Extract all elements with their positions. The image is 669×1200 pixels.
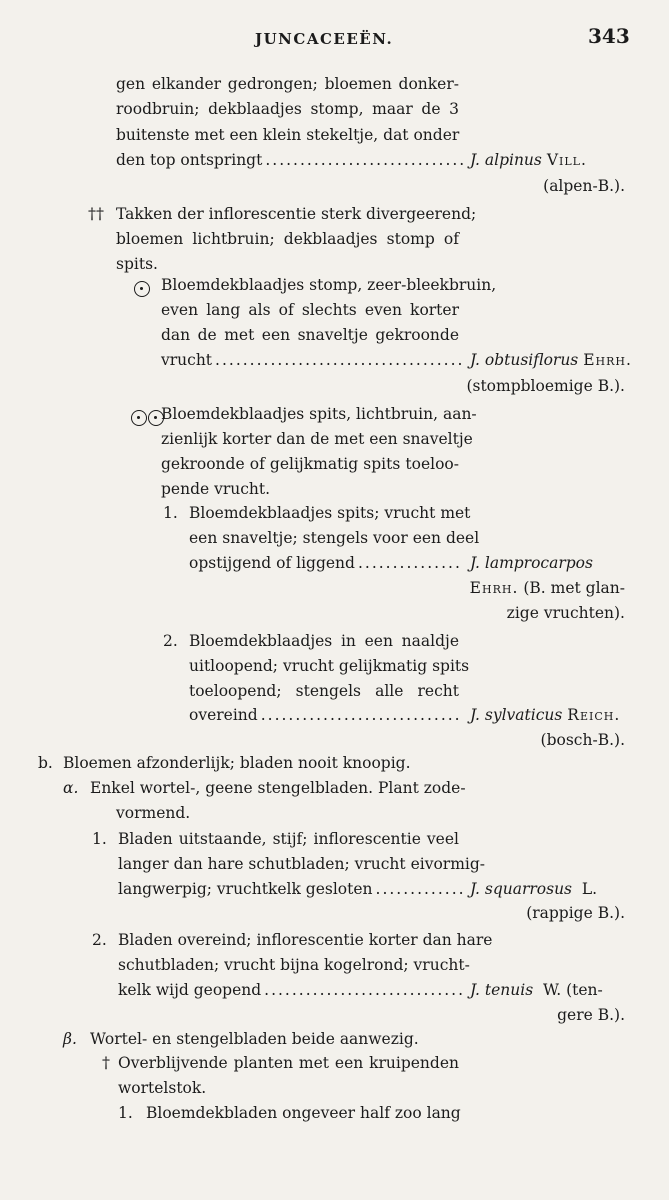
- text-line: Bloemdekbladen ongeveer half zoo lang: [146, 1104, 461, 1122]
- dot-leader: [358, 552, 463, 574]
- item-number: 2.: [163, 632, 178, 650]
- dot-leader: [265, 149, 463, 171]
- text-line: vrucht: [161, 351, 213, 369]
- species-entry: [470, 349, 632, 371]
- page-number: 343: [588, 24, 630, 48]
- species-entry: [470, 704, 620, 726]
- text-line: Bloemen afzonderlijk; bladen nooit knoopig.: [63, 754, 411, 772]
- dot-leader: [261, 704, 463, 726]
- text-line-leader: [189, 552, 466, 574]
- species-common-name: (alpen-B.).: [543, 177, 625, 195]
- text-line: kelk wijd geopend: [118, 981, 262, 999]
- text-line: spits.: [116, 255, 158, 273]
- species-author: L.: [581, 880, 598, 898]
- text-line-leader: [161, 349, 466, 371]
- text-line: Bloemdekblaadjes in een naaldje: [189, 632, 459, 650]
- text-line: buitenste met een klein stekeltje, dat onder: [116, 126, 460, 144]
- species-author: Reich.: [567, 706, 621, 724]
- item-number: 2.: [92, 931, 107, 949]
- text-line: even lang als of slechts even korter: [161, 301, 459, 319]
- species-name: J. alpinus: [470, 151, 542, 169]
- text-line: dan de met een snaveltje gekroonde: [161, 326, 459, 344]
- beta-marker: β.: [63, 1030, 77, 1048]
- text-line: wortelstok.: [118, 1079, 207, 1097]
- text-line: Bloemdekblaadjes spits, lichtbruin, aan-: [161, 405, 477, 423]
- text-line: Takken der inflorescentie sterk divergeerend;: [116, 205, 477, 223]
- species-name: J. tenuis: [470, 981, 534, 999]
- text-line: een snaveltje; stengels voor een deel: [189, 529, 480, 547]
- text-line: langwerpig; vruchtkelk gesloten: [118, 880, 373, 898]
- text-line: pende vrucht.: [161, 480, 271, 498]
- text-line-leader: [118, 878, 466, 900]
- text-line: Enkel wortel-, geene stengelbladen. Plant zode-: [90, 779, 466, 797]
- item-number: 1.: [92, 830, 107, 848]
- running-header: JUNCACEEËN.: [255, 30, 394, 48]
- dot-leader: [264, 979, 463, 1001]
- text-line: Overblijvende planten met een kruipenden: [118, 1054, 459, 1072]
- text-line-leader: [189, 704, 466, 726]
- text-line: Bloemdekblaadjes spits; vrucht met: [189, 504, 471, 522]
- double-dagger-marker: ††: [88, 204, 104, 223]
- dagger-marker: †: [102, 1053, 110, 1072]
- species-name: J. lamprocarpos: [470, 554, 593, 572]
- item-number: 1.: [163, 504, 178, 522]
- text-line: roodbruin; dekblaadjes stomp, maar de 3: [116, 100, 459, 118]
- species-common-name: (stompbloemige B.).: [466, 377, 625, 395]
- species-common-name: gere B.).: [557, 1006, 625, 1024]
- species-entry: [470, 878, 597, 900]
- species-author: Vill.: [546, 151, 587, 169]
- species-entry: [470, 552, 593, 574]
- text-line: den top ontspringt: [116, 151, 263, 169]
- species-name: J. sylvaticus: [470, 706, 563, 724]
- dot-leader: [376, 878, 463, 900]
- double-circle-icon: [131, 406, 164, 428]
- text-line: gekroonde of gelijkmatig spits toeloo-: [161, 455, 459, 473]
- species-name: J. obtusiflorus: [470, 351, 579, 369]
- text-line: langer dan hare schutbladen; vrucht eivormig-: [118, 855, 486, 873]
- alpha-marker: α.: [63, 779, 79, 797]
- species-author: W. (ten-: [543, 981, 603, 999]
- text-line: uitloopend; vrucht gelijkmatig spits: [189, 657, 470, 675]
- item-number: 1.: [118, 1104, 133, 1122]
- species-name: J. squarrosus: [470, 880, 573, 898]
- text-line: schutbladen; vrucht bijna kogelrond; vrucht-: [118, 956, 470, 974]
- text-line: opstijgend of liggend: [189, 554, 355, 572]
- text-line: gen elkander gedrongen; bloemen donker-: [116, 75, 459, 93]
- species-common-name: (bosch-B.).: [540, 731, 625, 749]
- text-line: zienlijk korter dan de met een snaveltje: [161, 430, 473, 448]
- species-common-name: [470, 577, 625, 599]
- species-common-name-part: (B. met glan-: [523, 579, 625, 597]
- text-line-leader: [116, 149, 466, 171]
- species-author: Ehrh.: [469, 579, 519, 597]
- species-entry: [470, 979, 603, 1001]
- species-common-name: (rappige B.).: [526, 904, 625, 922]
- single-circle-icon: [134, 277, 150, 299]
- section-marker: b.: [38, 754, 53, 772]
- text-line: vormend.: [116, 804, 191, 822]
- text-line: bloemen lichtbruin; dekblaadjes stomp of: [116, 230, 459, 248]
- text-line: Bladen overeind; inflorescentie korter dan hare: [118, 931, 493, 949]
- species-common-name: zige vruchten).: [506, 604, 625, 622]
- dot-leader: [215, 349, 463, 371]
- species-author: Ehrh.: [583, 351, 632, 369]
- text-line-leader: [118, 979, 466, 1001]
- text-line: Bladen uitstaande, stijf; inflorescentie veel: [118, 830, 459, 848]
- species-entry: [470, 149, 587, 171]
- text-line: Bloemdekblaadjes stomp, zeer-bleekbruin,: [161, 276, 497, 294]
- text-line: overeind: [189, 706, 258, 724]
- text-line: toeloopend; stengels alle recht: [189, 682, 459, 700]
- text-line: Wortel- en stengelbladen beide aanwezig.: [90, 1030, 419, 1048]
